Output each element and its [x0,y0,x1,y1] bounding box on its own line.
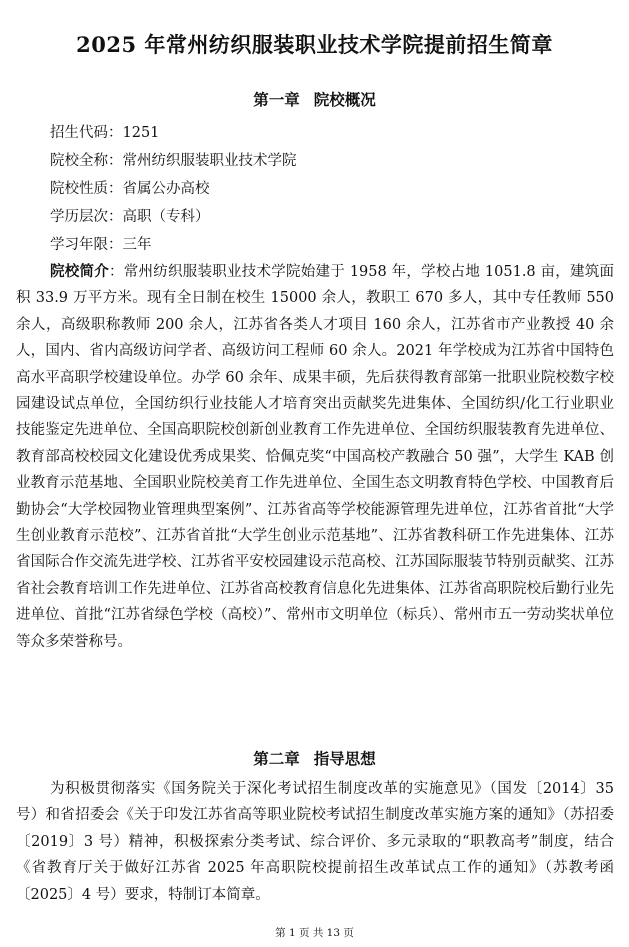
chapter-2-number: 第二章 [253,749,300,768]
chapter-1-title: 院校概况 [313,90,376,109]
intro-label: 院校简介 [50,263,109,280]
chapter-2-title: 指导思想 [313,749,376,768]
school-info-list [50,119,297,259]
chapter-2-heading [0,748,629,770]
intro-text: ：常州纺织服装职业技术学院始建于 1958 年，学校占地 1051.8 亩，建筑面积 33.9 万平方米。现有全日制在校生 15000 余人，教职工 670 多人，其中专任教师 550 余人，高级职称教师 200 余人，江苏省各类人才项目 160 余人，江苏省市产业教授 40 余人，国内、省内高级访问学者、高级访问工程师 60 余人。2021 年学校成为江苏省中国特色高水平高职学校建设单位。办学 60 余年、成果丰硕，先后获得教育部第一批职业院校数字校园建设试点单位，全国纺织行业技能人才培育突出贡献奖先进集体、全国纺织/化工行业职业技能鉴定先进单位、全国高职院校创新创业教育工作先进单位、全国纺织服装教育先进单位、教育部高校校园文化建设优秀成果奖、恰佩克奖“中国高校产教融合 50 强”，大学生 KAB 创业教育示范基地、全国职业院校美育工作先进单位、全国生态文明教育特色学校、中国教育后勤协会“大学校园物业管理典型案例”、江苏省高等学校能源管理先进单位，江苏省首批“大学生创业教育示范校”、江苏省首批“大学生创业示范基地”、江苏省教科研工作先进集体、江苏省国际合作交流先进学校、江苏省平安校园建设示范高校、江苏国际服装节特别贡献奖、江苏省社会教育培训工作先进单位、江苏省高校教育信息化先进集体、江苏省高职院校后勤行业先进单位、首批“江苏省绿色学校（高校）”、常州市文明单位（标兵）、常州市五一劳动奖状单位等众多荣誉称号。 [16,264,615,650]
chapter-1-heading [0,89,629,111]
info-school-type: 院校性质：省属公办高校 [50,181,210,197]
info-admission-code: 招生代码：1251 [50,125,160,141]
guiding-ideology-text: 为积极贯彻落实《国务院关于深化考试招生制度改革的实施意见》（国发〔2014〕35 号）和省招委会《关于印发江苏省高等职业院校考试招生制度改革实施方案的通知》（苏招委〔2019〕3 号）精神，积极探索分类考试、综合评价、多元录取的“职教高考”制度，结合《省教育厅关于做好江苏省 2025 年高职院校提前招生改革试点工作的通知》（苏教考函〔2025〕4 号）要求，特制订本简章。 [16,781,614,903]
info-study-duration: 学习年限：三年 [50,237,152,253]
school-introduction [16,259,614,655]
chapter-1-number: 第一章 [253,90,300,109]
page-number-footer: 第 1 页 共 13 页 [275,927,354,939]
info-education-level: 学历层次：高职（专科） [50,209,210,225]
document-title: 2025 年常州纺织服装职业技术学院提前招生简章 [76,32,553,57]
info-full-name: 院校全称：常州纺织服装职业技术学院 [50,153,297,169]
